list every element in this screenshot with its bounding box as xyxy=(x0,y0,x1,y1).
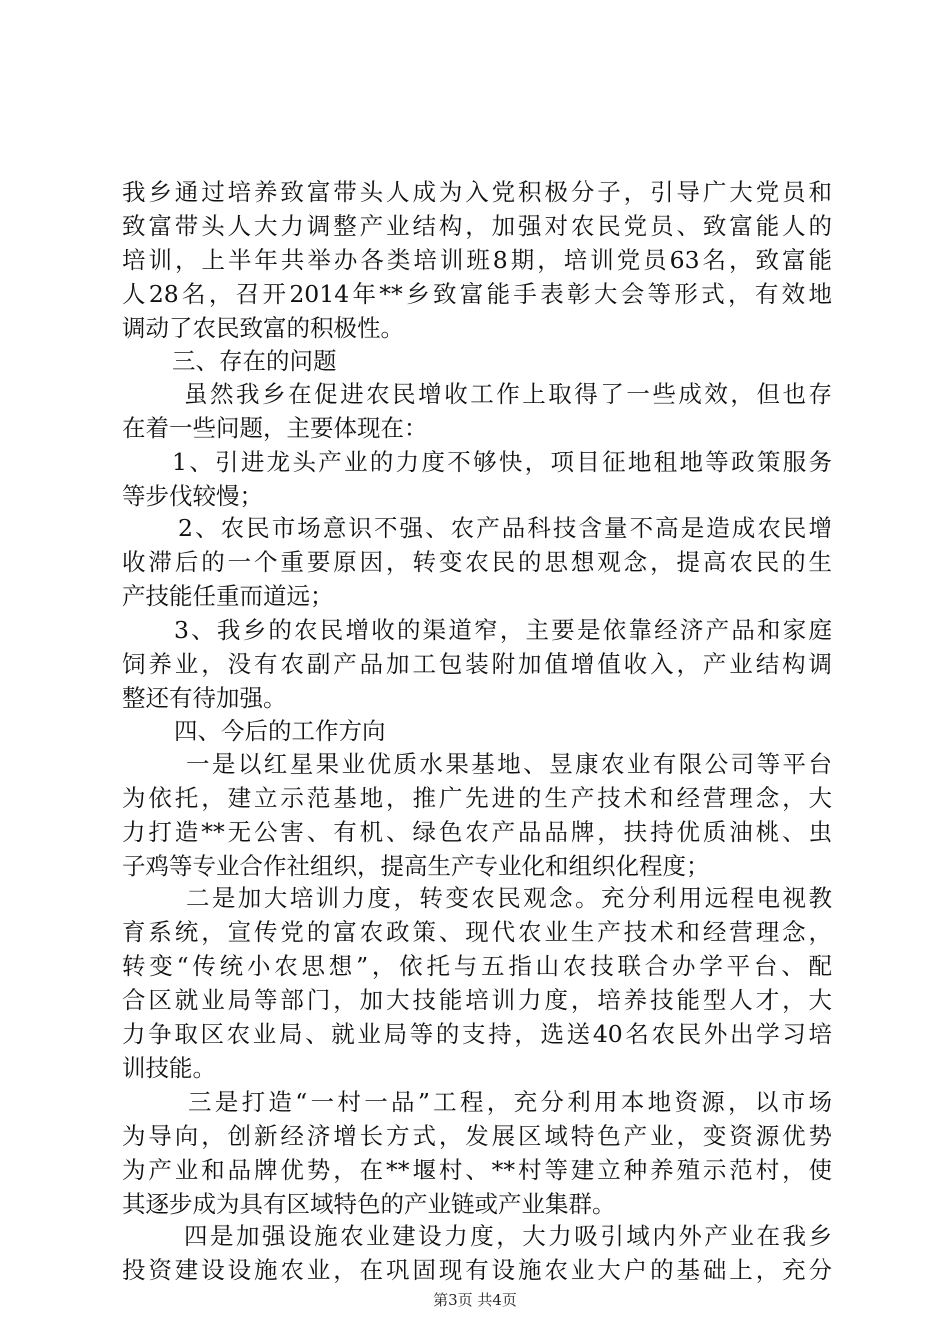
text-line: 调动了农民致富的积极性。 xyxy=(122,314,404,342)
text-line: 产技能任重而道远； xyxy=(122,582,334,610)
text-line: 1、引进龙头产业的力度不够快，项目征地租地等政策服务 xyxy=(172,448,832,476)
text-line: 收滞后的一个重要原因，转变农民的思想观念，提高农民的生 xyxy=(122,548,832,576)
text-line: 2、农民市场意识不强、农产品科技含量不高是造成农民增 xyxy=(178,514,832,542)
text-line: 育系统，宣传党的富农政策、现代农业生产技术和经营理念， xyxy=(122,918,832,946)
text-line: 致富带头人大力调整产业结构，加强对农民党员、致富能人的 xyxy=(122,212,832,240)
page-footer: 第3页 共4页 xyxy=(433,1291,517,1309)
text-line: 四、今后的工作方向 xyxy=(174,717,386,745)
text-line: 四是加强设施农业建设力度，大力吸引域内外产业在我乡 xyxy=(184,1222,832,1250)
text-line: 虽然我乡在促进农民增收工作上取得了一些成效，但也存 xyxy=(184,380,832,408)
text-line: 训技能。 xyxy=(122,1054,216,1082)
text-line: 人28名，召开2014年**乡致富能手表彰大会等形式，有效地 xyxy=(122,280,832,308)
text-line: 为导向，创新经济增长方式，发展区域特色产业，变资源优势 xyxy=(122,1122,832,1150)
text-line: 饲养业，没有农副产品加工包装附加值增值收入，产业结构调 xyxy=(122,650,832,678)
text-line: 为依托，建立示范基地，推广先进的生产技术和经营理念，大 xyxy=(122,784,832,812)
text-line: 投资建设设施农业，在巩固现有设施农业大户的基础上，充分 xyxy=(122,1256,832,1284)
text-line: 二是加大培训力度，转变农民观念。充分利用远程电视教 xyxy=(186,884,832,912)
text-line: 力争取区农业局、就业局等的支持，选送40名农民外出学习培 xyxy=(122,1020,832,1048)
text-line: 其逐步成为具有区域特色的产业链或产业集群。 xyxy=(122,1190,616,1218)
text-line: 在着一些问题，主要体现在： xyxy=(122,414,428,442)
text-line: 一是以红星果业优质水果基地、昱康农业有限公司等平台 xyxy=(186,750,832,778)
text-line: 3、我乡的农民增收的渠道窄，主要是依靠经济产品和家庭 xyxy=(174,616,832,644)
text-line: 为产业和品牌优势，在**堰村、**村等建立种养殖示范村，使 xyxy=(122,1156,832,1184)
text-line: 等步伐较慢； xyxy=(122,482,263,510)
text-line: 转变“传统小农思想”，依托与五指山农技联合办学平台、配 xyxy=(122,952,832,980)
text-line: 力打造**无公害、有机、绿色农产品品牌，扶持优质油桃、虫 xyxy=(122,818,832,846)
text-line: 子鸡等专业合作社组织，提高生产专业化和组织化程度； xyxy=(122,852,710,880)
text-line: 我乡通过培养致富带头人成为入党积极分子，引导广大党员和 xyxy=(122,178,832,206)
text-line: 三、存在的问题 xyxy=(172,347,337,375)
text-line: 培训，上半年共举办各类培训班8期，培训党员63名，致富能 xyxy=(122,246,832,274)
text-line: 整还有待加强。 xyxy=(122,684,287,712)
text-line: 合区就业局等部门，加大技能培训力度，培养技能型人才，大 xyxy=(122,986,832,1014)
text-line: 三是打造“一村一品”工程，充分利用本地资源，以市场 xyxy=(188,1088,832,1116)
